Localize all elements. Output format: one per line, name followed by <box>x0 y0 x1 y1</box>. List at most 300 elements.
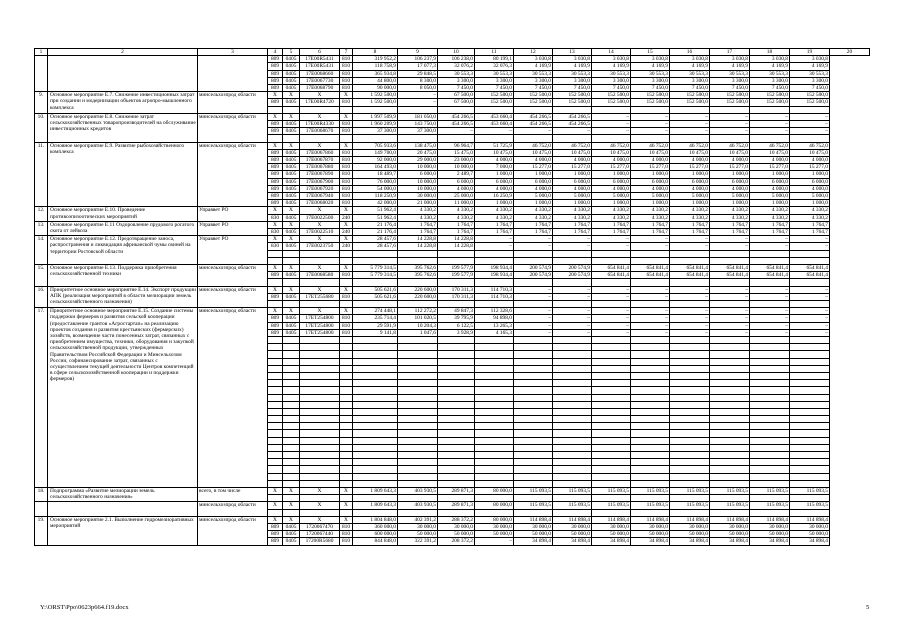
amount-cell: 6 000,0 <box>631 178 670 185</box>
amount-cell: 654 841,4 <box>710 272 750 279</box>
amount-cell <box>670 423 710 430</box>
amount-cell <box>553 301 592 308</box>
amount-cell: 4 330,2 <box>750 207 790 214</box>
amount-cell: 654 841,4 <box>592 265 631 272</box>
amount-cell <box>790 250 830 257</box>
amount-cell: 1 764,7 <box>514 221 553 228</box>
code-cell <box>283 135 300 142</box>
executor-cell: Управвет РО <box>198 221 268 235</box>
executor-cell <box>198 56 268 92</box>
amount-cell <box>514 509 553 516</box>
code-cell <box>300 423 340 430</box>
amount-cell <box>553 250 592 257</box>
amount-cell: 15 277,0 <box>710 164 750 171</box>
amount-cell <box>750 459 790 466</box>
amount-cell <box>670 459 710 466</box>
amount-cell: – <box>750 121 790 128</box>
amount-cell <box>353 459 398 466</box>
amount-cell <box>553 365 592 372</box>
amount-cell <box>398 401 438 408</box>
amount-cell <box>398 279 438 286</box>
amount-cell: 1 592 500,0 <box>353 92 398 99</box>
table-header <box>35 49 870 56</box>
amount-cell <box>398 301 438 308</box>
code-cell: 810 <box>340 171 353 178</box>
code-cell <box>300 337 340 344</box>
code-cell <box>283 365 300 372</box>
table-row <box>35 113 870 120</box>
amount-cell <box>353 408 398 415</box>
code-cell: 17Е00R4720 <box>300 99 340 106</box>
amount-cell: 322 391,2 <box>398 538 438 545</box>
code-cell <box>340 337 353 344</box>
code-cell <box>340 495 353 502</box>
code-cell: 810 <box>340 149 353 156</box>
amount-cell <box>475 372 514 379</box>
amount-cell <box>592 351 631 358</box>
amount-cell: – <box>790 121 830 128</box>
amount-cell: 4 330,2 <box>790 207 830 214</box>
code-cell: Х <box>300 487 340 494</box>
amount-cell <box>592 416 631 423</box>
table-row <box>35 207 870 214</box>
item-name-cell: Приоритетное основное мероприятие Е.15. Создание системы поддержки фермеров и развития сельской кооперации (предоставление грантов «Агростартап» на реализацию проектов создания и развития крестьянских (фермерских) хозяйств, возмещение части понесенных затрат, связанных с приобретением имущества, техники, оборудования и закупкой сельскохозяйственной продукции, утвержденных Правительством Российской Федерации и Минсельхозом России, софинансирование затрат, связанных с осуществлением текущей деятельности Центров компетенций в сфере сельскохозяйственной кооперации и поддержки фермеров) <box>48 308 198 488</box>
code-cell: 0405 <box>283 56 300 63</box>
amount-cell: 1 764,7 <box>398 229 438 236</box>
amount-cell: – <box>592 315 631 322</box>
code-cell <box>340 380 353 387</box>
code-cell <box>300 473 340 480</box>
amount-cell <box>631 495 670 502</box>
row-number-cell: 15. <box>35 265 48 287</box>
amount-cell <box>750 509 790 516</box>
amount-cell: 289 871,3 <box>438 487 475 494</box>
amount-cell <box>631 372 670 379</box>
amount-cell: 1 000,0 <box>750 200 790 207</box>
amount-cell <box>710 437 750 444</box>
amount-cell <box>514 430 553 437</box>
amount-cell <box>514 408 553 415</box>
amount-cell: 14 228,8 <box>398 236 438 243</box>
amount-cell <box>475 106 514 113</box>
amount-cell: – <box>710 293 750 300</box>
code-cell <box>268 509 283 516</box>
amount-cell: 1 592 500,0 <box>353 99 398 106</box>
code-cell: 810 <box>340 272 353 279</box>
code-cell: Х <box>300 502 340 509</box>
amount-cell <box>670 495 710 502</box>
amount-cell <box>514 337 553 344</box>
amount-cell: 5 000,0 <box>631 193 670 200</box>
amount-cell: – <box>553 286 592 293</box>
amount-cell: 1 764,7 <box>631 221 670 228</box>
amount-cell <box>553 423 592 430</box>
amount-cell: 30 553,3 <box>750 70 790 77</box>
amount-cell: 114 898,4 <box>553 516 592 523</box>
amount-cell: 10 475,0 <box>475 149 514 156</box>
amount-cell: – <box>790 236 830 243</box>
amount-cell <box>710 279 750 286</box>
code-cell <box>283 344 300 351</box>
code-cell: Х <box>268 516 283 523</box>
code-cell: 0405 <box>283 272 300 279</box>
amount-cell <box>710 380 750 387</box>
amount-cell: – <box>750 329 790 336</box>
code-cell <box>283 459 300 466</box>
code-cell <box>283 509 300 516</box>
amount-cell <box>670 394 710 401</box>
amount-cell: – <box>475 243 514 250</box>
amount-cell: 21 000,0 <box>398 200 438 207</box>
code-cell <box>283 106 300 113</box>
amount-cell: 30 553,3 <box>790 70 830 77</box>
amount-cell: 152 500,0 <box>514 92 553 99</box>
code-cell: Х <box>300 265 340 272</box>
row-number-cell: 16. <box>35 286 48 308</box>
amount-cell: 4 000,0 <box>514 157 553 164</box>
amount-cell: – <box>670 293 710 300</box>
code-cell <box>340 301 353 308</box>
amount-cell: 1 047,6 <box>398 329 438 336</box>
amount-cell <box>398 394 438 401</box>
amount-cell: 1 000,0 <box>592 171 631 178</box>
code-cell <box>340 459 353 466</box>
amount-cell: 15 277,0 <box>553 164 592 171</box>
amount-cell <box>438 509 475 516</box>
amount-cell: 4 330,2 <box>398 207 438 214</box>
row-number-cell: 18. <box>35 487 48 501</box>
amount-cell <box>750 416 790 423</box>
code-cell: 1720067440 <box>300 531 340 538</box>
code-cell: 809 <box>268 322 283 329</box>
amount-cell: – <box>790 329 830 336</box>
amount-cell <box>514 380 553 387</box>
amount-cell <box>353 106 398 113</box>
amount-cell <box>553 401 592 408</box>
amount-cell: 220 600,0 <box>398 286 438 293</box>
code-cell <box>340 416 353 423</box>
amount-cell: 21 176,4 <box>353 229 398 236</box>
amount-cell <box>353 380 398 387</box>
amount-cell: 3 030,8 <box>631 56 670 63</box>
amount-cell: 30 000,0 <box>398 523 438 530</box>
amount-cell <box>353 466 398 473</box>
code-cell: Х <box>283 286 300 293</box>
amount-cell <box>592 437 631 444</box>
code-cell <box>340 430 353 437</box>
code-cell <box>283 423 300 430</box>
budget-table <box>34 48 870 546</box>
amount-cell: 1 000,0 <box>631 171 670 178</box>
amount-cell <box>790 135 830 142</box>
amount-cell: 4 330,2 <box>475 207 514 214</box>
amount-cell: 114 898,4 <box>750 516 790 523</box>
amount-cell <box>750 466 790 473</box>
code-cell: 17Е0067870 <box>300 157 340 164</box>
amount-cell: 152 500,0 <box>670 99 710 106</box>
code-cell: Х <box>340 236 353 243</box>
amount-cell <box>631 401 670 408</box>
code-cell <box>340 358 353 365</box>
amount-cell <box>514 452 553 459</box>
amount-cell <box>592 430 631 437</box>
code-cell: 0405 <box>283 70 300 77</box>
amount-cell: 46 752,0 <box>750 142 790 149</box>
amount-cell <box>553 257 592 264</box>
amount-cell: – <box>670 243 710 250</box>
code-cell: 809 <box>268 121 283 128</box>
code-cell: 0405 <box>283 214 300 221</box>
amount-cell <box>353 495 398 502</box>
code-cell: 810 <box>340 121 353 128</box>
code-cell: 17ЕТ254800 <box>300 315 340 322</box>
amount-cell <box>438 301 475 308</box>
amount-cell <box>592 480 631 487</box>
amount-cell: – <box>553 315 592 322</box>
code-cell <box>300 401 340 408</box>
header-cell: 16 <box>670 49 710 56</box>
code-cell <box>300 437 340 444</box>
code-cell <box>268 250 283 257</box>
amount-cell: 6 000,0 <box>592 178 631 185</box>
code-cell: 810 <box>340 77 353 84</box>
code-cell: Х <box>283 308 300 315</box>
amount-cell: 46 752,0 <box>514 142 553 149</box>
amount-cell <box>790 351 830 358</box>
amount-cell: 4 330,2 <box>592 214 631 221</box>
amount-cell: 1 764,7 <box>553 221 592 228</box>
code-cell: Х <box>340 265 353 272</box>
amount-cell: 402 391,2 <box>398 516 438 523</box>
code-cell: Х <box>340 308 353 315</box>
amount-cell: 289 871,3 <box>438 502 475 509</box>
code-cell <box>300 408 340 415</box>
code-cell: 17Е0068670 <box>300 128 340 135</box>
amount-cell: 4 330,2 <box>514 214 553 221</box>
amount-cell <box>398 365 438 372</box>
amount-cell: 4 330,2 <box>592 207 631 214</box>
amount-cell: – <box>750 243 790 250</box>
amount-cell: 30 000,0 <box>631 523 670 530</box>
code-cell <box>283 387 300 394</box>
amount-cell <box>670 372 710 379</box>
amount-cell <box>631 135 670 142</box>
amount-cell: 7 000,0 <box>475 164 514 171</box>
amount-cell: 199 577,9 <box>438 265 475 272</box>
amount-cell: 1 000,0 <box>475 171 514 178</box>
code-cell: 0405 <box>283 157 300 164</box>
code-cell <box>340 135 353 142</box>
amount-cell: 4 330,2 <box>553 207 592 214</box>
amount-cell: – <box>553 329 592 336</box>
amount-cell <box>631 437 670 444</box>
code-cell <box>300 301 340 308</box>
executor-cell: минсельхозпрод области <box>198 265 268 287</box>
code-cell: Х <box>283 142 300 149</box>
code-cell <box>340 279 353 286</box>
amount-cell <box>475 416 514 423</box>
amount-cell <box>398 387 438 394</box>
amount-cell: 6 000,0 <box>670 178 710 185</box>
amount-cell: 143 750,0 <box>398 121 438 128</box>
amount-cell <box>553 437 592 444</box>
code-cell: Х <box>300 113 340 120</box>
row-number-cell: 11. <box>35 142 48 207</box>
amount-cell: – <box>670 128 710 135</box>
amount-cell <box>475 495 514 502</box>
amount-cell: – <box>710 121 750 128</box>
amount-cell: 37 300,0 <box>353 128 398 135</box>
amount-cell: 34 898,4 <box>670 538 710 545</box>
code-cell: Х <box>340 286 353 293</box>
code-cell: 0405 <box>283 77 300 84</box>
amount-cell: 13 265,3 <box>475 322 514 329</box>
amount-cell <box>670 444 710 451</box>
amount-cell: – <box>553 308 592 315</box>
amount-cell: 30 000,0 <box>514 523 553 530</box>
amount-cell <box>670 135 710 142</box>
amount-cell: 844 848,0 <box>353 538 398 545</box>
row-number-cell: 13. <box>35 221 48 235</box>
amount-cell: 115 093,5 <box>710 487 750 494</box>
amount-cell <box>475 337 514 344</box>
amount-cell <box>710 430 750 437</box>
amount-cell <box>553 380 592 387</box>
amount-cell: 152 500,0 <box>631 92 670 99</box>
code-cell: Х <box>340 221 353 228</box>
amount-cell <box>592 257 631 264</box>
amount-cell: 152 500,0 <box>475 92 514 99</box>
amount-cell: 14 228,8 <box>438 236 475 243</box>
amount-cell: 152 500,0 <box>710 99 750 106</box>
amount-cell <box>553 444 592 451</box>
amount-cell <box>398 250 438 257</box>
code-cell <box>300 106 340 113</box>
executor-cell: минсельхозпрод области <box>198 92 268 114</box>
code-cell: 17Е0068660 <box>300 70 340 77</box>
amount-cell <box>514 401 553 408</box>
code-cell <box>340 473 353 480</box>
amount-cell: – <box>631 286 670 293</box>
code-cell: 809 <box>268 128 283 135</box>
amount-cell <box>514 423 553 430</box>
amount-cell <box>750 380 790 387</box>
amount-cell <box>553 459 592 466</box>
amount-cell <box>670 279 710 286</box>
amount-cell <box>750 257 790 264</box>
amount-cell <box>553 452 592 459</box>
code-cell <box>300 279 340 286</box>
amount-cell <box>631 408 670 415</box>
amount-cell <box>670 509 710 516</box>
amount-cell: 46 752,0 <box>670 142 710 149</box>
code-cell: Х <box>340 142 353 149</box>
amount-cell <box>353 358 398 365</box>
code-cell <box>268 459 283 466</box>
amount-cell: – <box>553 243 592 250</box>
amount-cell <box>631 466 670 473</box>
code-cell <box>340 257 353 264</box>
amount-cell: 50 000,0 <box>790 531 830 538</box>
amount-cell <box>353 387 398 394</box>
code-cell: 0405 <box>283 128 300 135</box>
amount-cell <box>514 358 553 365</box>
amount-cell: 4 330,2 <box>710 207 750 214</box>
amount-cell <box>710 365 750 372</box>
page-number: 5 <box>866 604 870 611</box>
amount-cell: 4 330,2 <box>398 214 438 221</box>
code-cell <box>268 358 283 365</box>
code-cell <box>283 358 300 365</box>
amount-cell <box>398 380 438 387</box>
amount-cell <box>475 365 514 372</box>
amount-cell: 34 898,4 <box>631 538 670 545</box>
amount-cell <box>670 408 710 415</box>
amount-cell: 454 266,5 <box>553 121 592 128</box>
amount-cell <box>553 480 592 487</box>
amount-cell: 395 762,6 <box>398 265 438 272</box>
amount-cell: – <box>750 315 790 322</box>
amount-cell <box>592 466 631 473</box>
code-cell <box>268 380 283 387</box>
header-cell: 19 <box>790 49 830 56</box>
code-cell: Х <box>283 92 300 99</box>
amount-cell <box>438 250 475 257</box>
code-cell: Х <box>268 502 283 509</box>
amount-cell: – <box>710 128 750 135</box>
executor-cell: минсельхозпрод области <box>198 142 268 207</box>
amount-cell <box>750 430 790 437</box>
code-cell: 17200R5680 <box>300 538 340 545</box>
amount-cell: 9 141,8 <box>353 329 398 336</box>
code-cell: 17ЕТ255680 <box>300 293 340 300</box>
code-cell <box>268 301 283 308</box>
amount-cell <box>353 372 398 379</box>
amount-cell: 4 330,2 <box>670 214 710 221</box>
amount-cell <box>475 509 514 516</box>
amount-cell <box>631 380 670 387</box>
code-cell <box>283 480 300 487</box>
amount-cell <box>750 250 790 257</box>
executor-cell: всего, в том числе <box>198 487 268 501</box>
code-cell <box>300 466 340 473</box>
amount-cell: 15 277,0 <box>750 164 790 171</box>
amount-cell: 1 764,7 <box>631 229 670 236</box>
amount-cell <box>438 452 475 459</box>
code-cell: 810 <box>340 538 353 545</box>
amount-cell <box>353 401 398 408</box>
code-cell: 809 <box>268 85 283 92</box>
amount-cell: 10 475,0 <box>631 149 670 156</box>
amount-cell: – <box>750 128 790 135</box>
amount-cell: 10 000,0 <box>438 164 475 171</box>
amount-cell <box>514 135 553 142</box>
code-cell: Х <box>300 308 340 315</box>
amount-cell: – <box>592 113 631 120</box>
amount-cell: 170 311,3 <box>438 293 475 300</box>
amount-cell <box>398 509 438 516</box>
amount-cell <box>475 135 514 142</box>
amount-cell <box>670 351 710 358</box>
table-row <box>35 142 870 149</box>
amount-cell: 10 475,0 <box>790 149 830 156</box>
amount-cell: 3 030,8 <box>514 56 553 63</box>
amount-cell: 1 764,7 <box>475 221 514 228</box>
amount-cell <box>710 337 750 344</box>
amount-cell: 10 204,3 <box>398 322 438 329</box>
amount-cell: 18 489,7 <box>353 171 398 178</box>
executor-cell: минсельхозпрод области <box>198 113 268 142</box>
